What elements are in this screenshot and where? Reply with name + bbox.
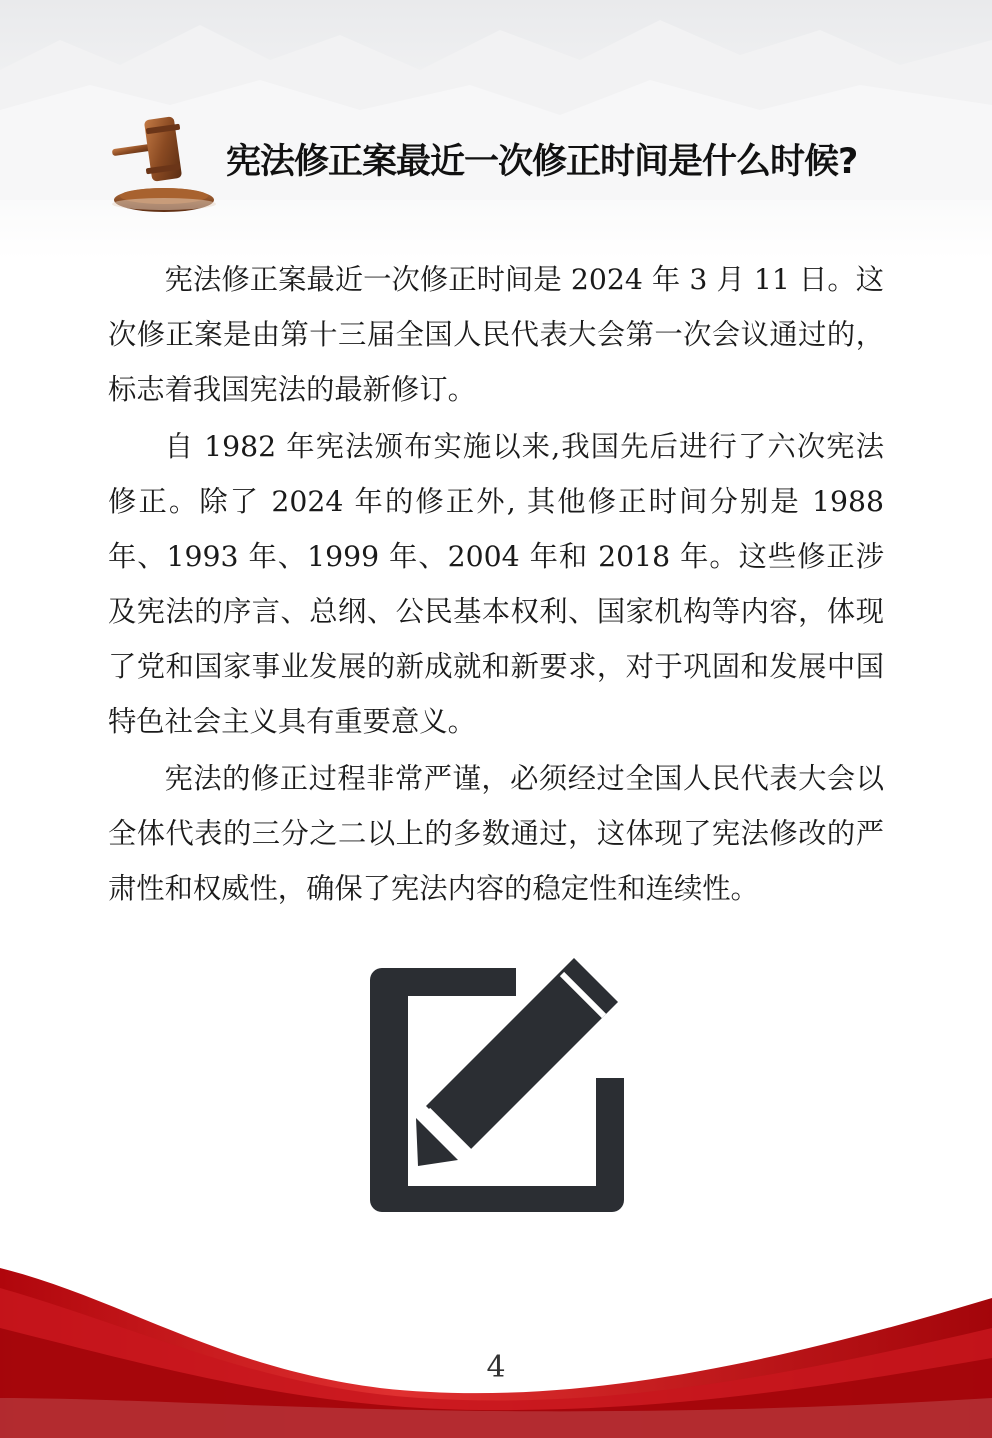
red-ribbon-decoration [0,1248,992,1438]
paragraph-1: 宪法修正案最近一次修正时间是 2024 年 3 月 11 日。这次修正案是由第十三届全国人民代表大会第一次会议通过的，标志着我国宪法的最新修订。 [108,263,884,406]
paragraph-2: 自 1982 年宪法颁布实施以来,我国先后进行了六次宪法修正。除了 2024 年的修正外, 其他修正时间分别是 1988 年、1993 年、1999 年、2004 年和 2018 年。这些修正涉及宪法的序言、总纲、公民基本权利、国家机构等内容，体现了党和国家事业发展的新成就和新要求，对于巩固和发展中国特色社会主义具有重要意义。 [108,430,884,738]
gavel-icon [108,108,218,218]
page-title: 宪法修正案最近一次修正时间是什么时候? [226,142,858,182]
edit-note-icon [366,952,628,1214]
page-number: 4 [486,1350,506,1385]
body-text [108,252,884,916]
paragraph-3: 宪法的修正过程非常严谨，必须经过全国人民代表大会以全体代表的三分之二以上的多数通过，这体现了宪法修改的严肃性和权威性，确保了宪法内容的稳定性和连续性。 [108,762,884,905]
